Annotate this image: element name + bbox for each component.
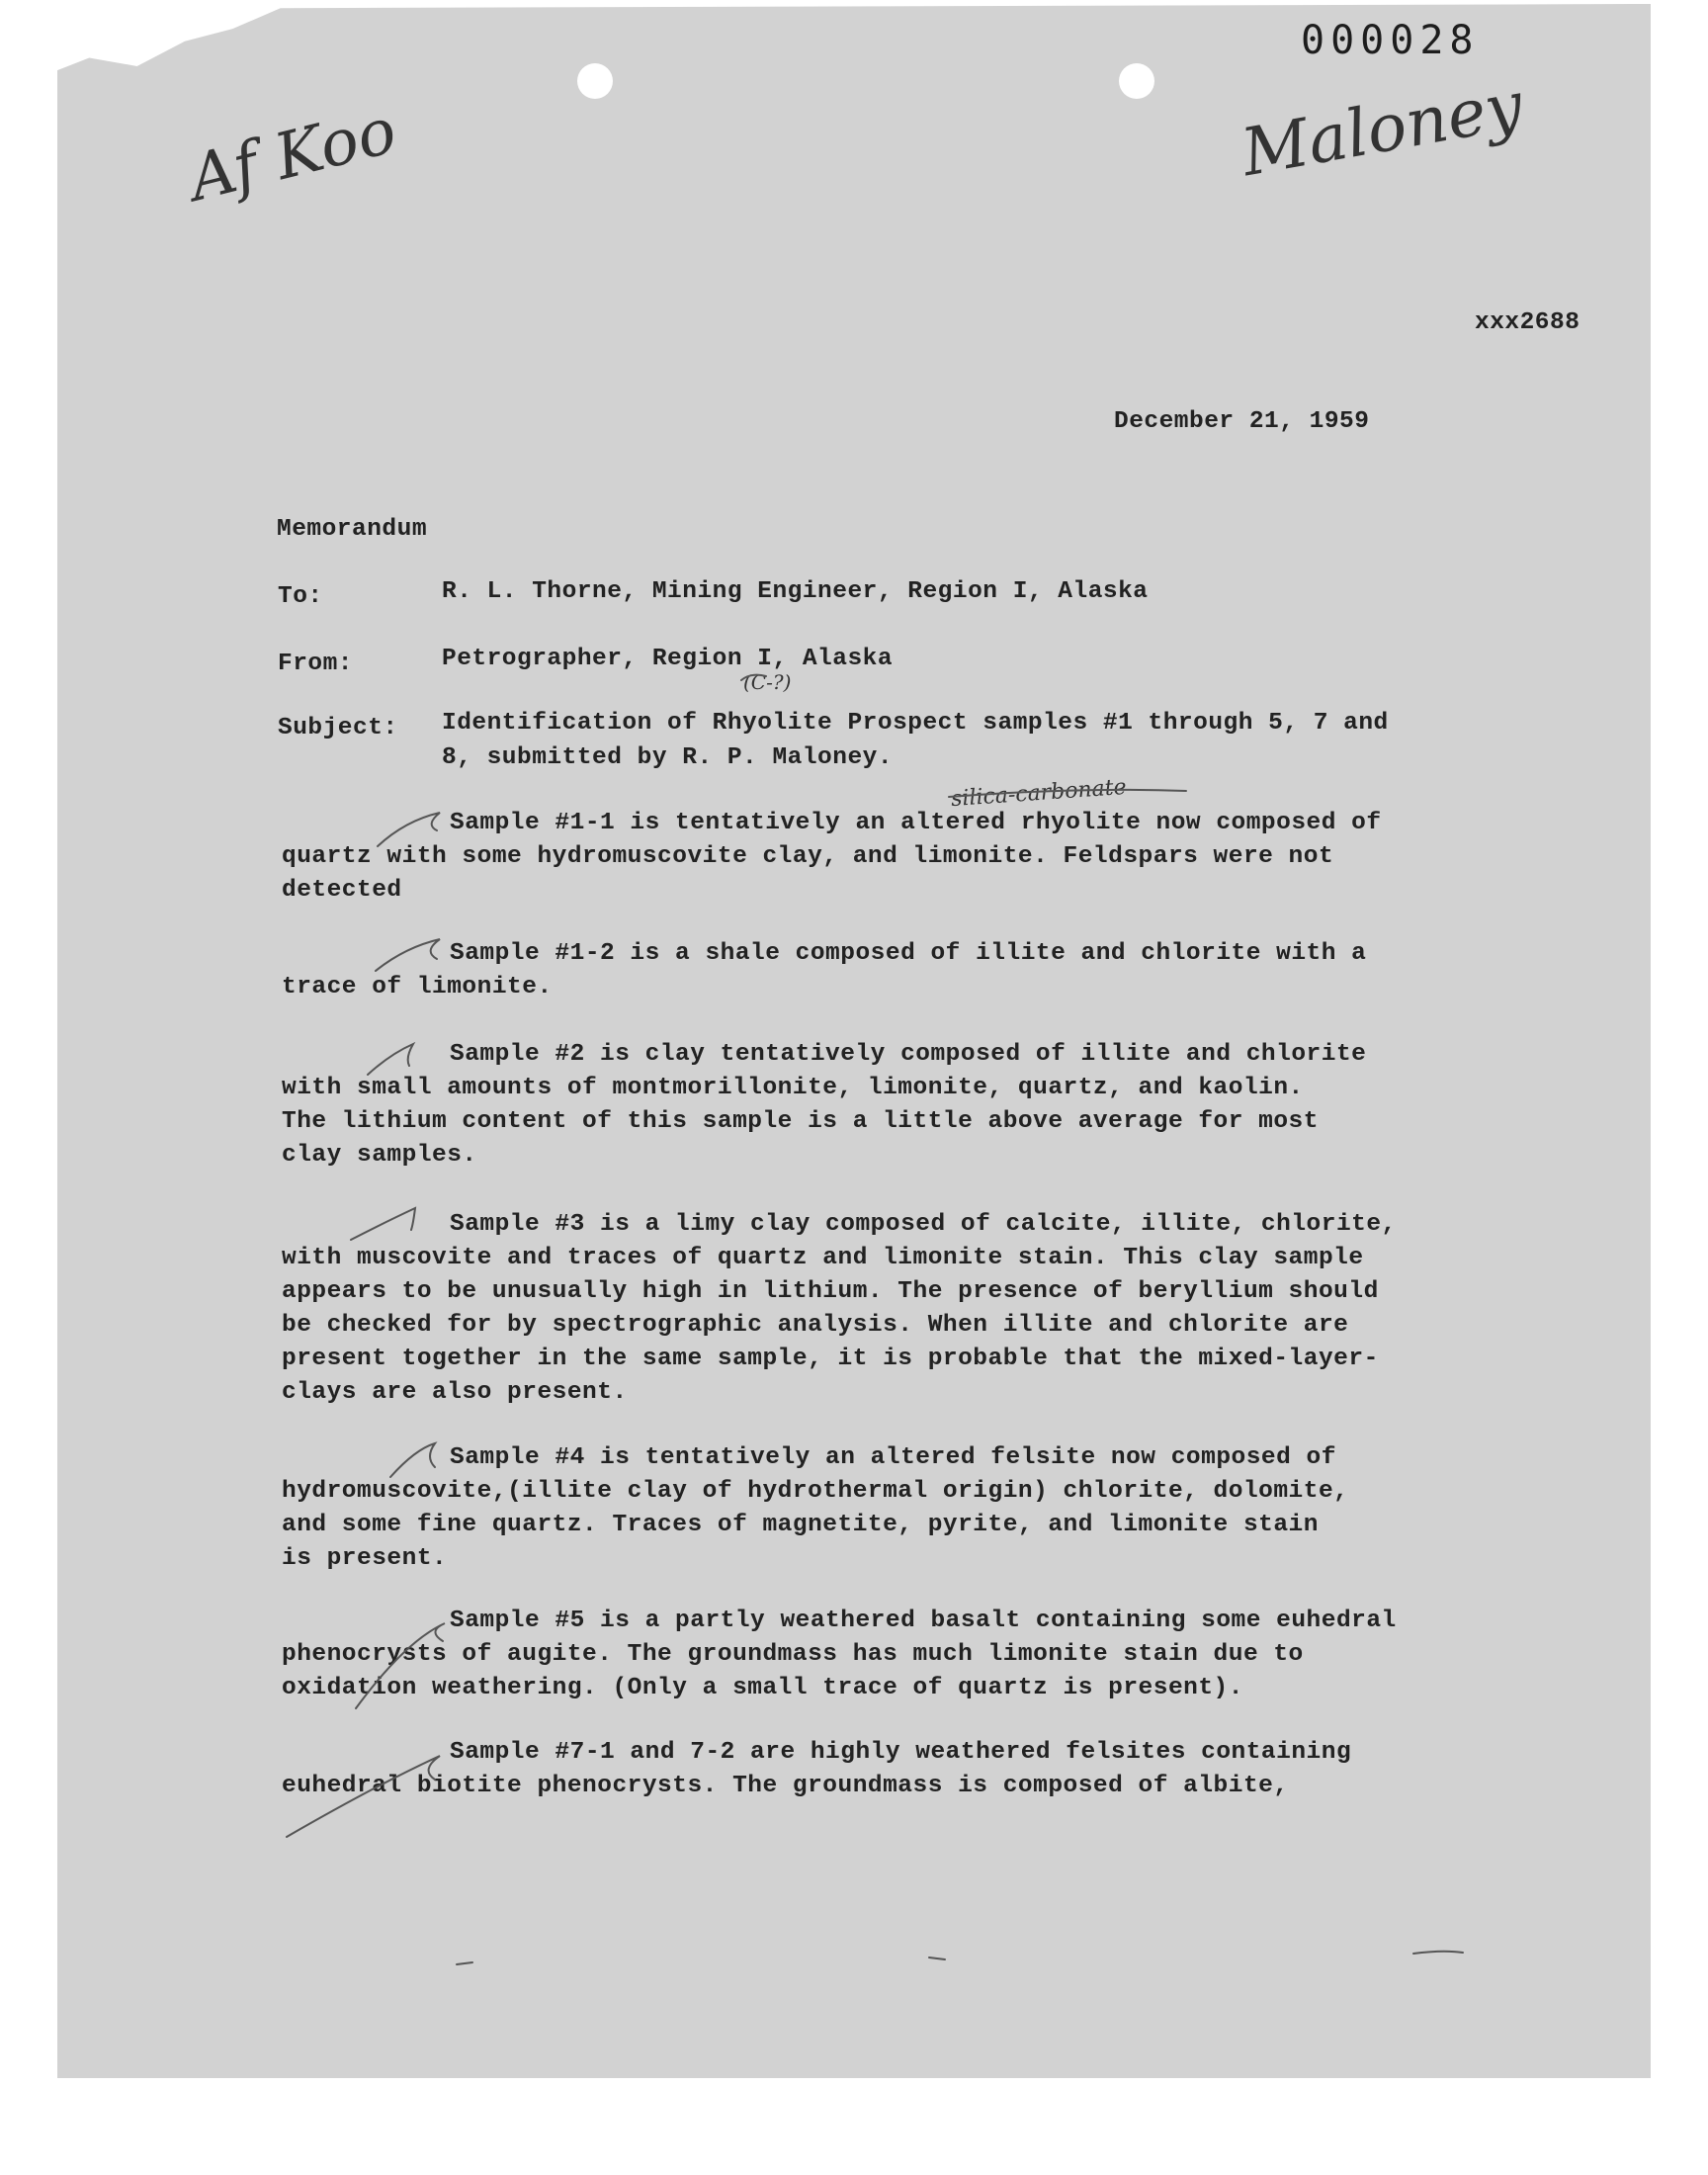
annotation-rhyolite: (C-?) — [743, 670, 792, 694]
paragraph-line: Sample #1-2 is a shale composed of illite and chlorite with a — [450, 940, 1367, 967]
paragraph-line: be checked for by spectrographic analysis. When illite and chlorite are — [282, 1312, 1349, 1339]
paragraph-line: with muscovite and traces of quartz and limonite stain. This clay sample — [282, 1245, 1364, 1271]
paragraph-line: Sample #1-1 is tentatively an altered rhyolite now composed of — [450, 810, 1382, 836]
paragraph-line: The lithium content of this sample is a little above average for most — [282, 1108, 1319, 1135]
check-mark-sample-2 — [368, 1044, 413, 1075]
annotation-silica-carbonate: silica-carbonate — [950, 774, 1128, 813]
memo-type: Memorandum — [277, 516, 428, 543]
subject-line-1: Identification of Rhyolite Prospect samples #1 through 5, 7 and — [442, 710, 1389, 737]
to-value: R. L. Thorne, Mining Engineer, Region I, Alaska — [442, 578, 1149, 605]
paragraph-line: Sample #4 is tentatively an altered felsite now composed of — [450, 1444, 1336, 1471]
file-number: xxx2688 — [1475, 309, 1580, 336]
paragraph-line: oxidation weathering. (Only a small trace of quartz is present). — [282, 1675, 1243, 1701]
paragraph-line: euhedral biotite phenocrysts. The groundmass is composed of albite, — [282, 1773, 1289, 1799]
to-label: To: — [278, 583, 323, 610]
memo-date: December 21, 1959 — [1114, 408, 1370, 435]
paragraph-line: with small amounts of montmorillonite, limonite, quartz, and kaolin. — [282, 1075, 1304, 1101]
paragraph-line: and some fine quartz. Traces of magnetite, pyrite, and limonite stain — [282, 1512, 1319, 1538]
handwriting-signature: Maloney — [1236, 66, 1529, 192]
pencil-mark — [741, 675, 766, 680]
paragraph-line: Sample #2 is clay tentatively composed of illite and chlorite — [450, 1041, 1367, 1068]
check-mark-sample-7 — [287, 1756, 440, 1837]
subject-line-2: 8, submitted by R. P. Maloney. — [442, 744, 894, 771]
paragraph-line: hydromuscovite,(illite clay of hydrothermal origin) chlorite, dolomite, — [282, 1478, 1349, 1505]
check-mark-sample-3 — [351, 1208, 415, 1240]
handwriting-top-left: Af Koo — [182, 94, 404, 217]
paragraph-line: present together in the same sample, it is probable that the mixed-layer- — [282, 1346, 1379, 1372]
stamp-number: 000028 — [1301, 18, 1480, 63]
pencil-mark — [949, 790, 1186, 797]
paragraph-line: clay samples. — [282, 1142, 477, 1169]
paragraph-line: clays are also present. — [282, 1379, 628, 1406]
paragraph-line: Sample #3 is a limy clay composed of calcite, illite, chlorite, — [450, 1211, 1397, 1238]
from-value: Petrographer, Region I, Alaska — [442, 646, 894, 672]
paragraph-line: appears to be unusually high in lithium. The presence of beryllium should — [282, 1278, 1379, 1305]
subject-label: Subject: — [278, 715, 398, 741]
paragraph-line: Sample #7-1 and 7-2 are highly weathered felsites containing — [450, 1739, 1352, 1766]
pencil-mark — [457, 1962, 472, 1964]
paragraph-line: Sample #5 is a partly weathered basalt containing some euhedral — [450, 1608, 1397, 1634]
paragraph-line: detected — [282, 877, 402, 904]
paragraph-line: quartz with some hydromuscovite clay, and limonite. Feldspars were not — [282, 843, 1334, 870]
check-mark-sample-1-2 — [376, 939, 440, 971]
paragraph-line: is present. — [282, 1545, 448, 1572]
paragraph-line: trace of limonite. — [282, 974, 553, 1000]
pencil-mark — [929, 1958, 945, 1959]
pencil-mark — [1413, 1952, 1463, 1954]
paragraph-line: phenocrysts of augite. The groundmass has much limonite stain due to — [282, 1641, 1304, 1668]
check-mark-sample-5 — [356, 1623, 445, 1708]
check-mark-sample-1-1 — [378, 813, 440, 846]
from-label: From: — [278, 651, 354, 677]
check-mark-sample-4 — [390, 1443, 435, 1477]
